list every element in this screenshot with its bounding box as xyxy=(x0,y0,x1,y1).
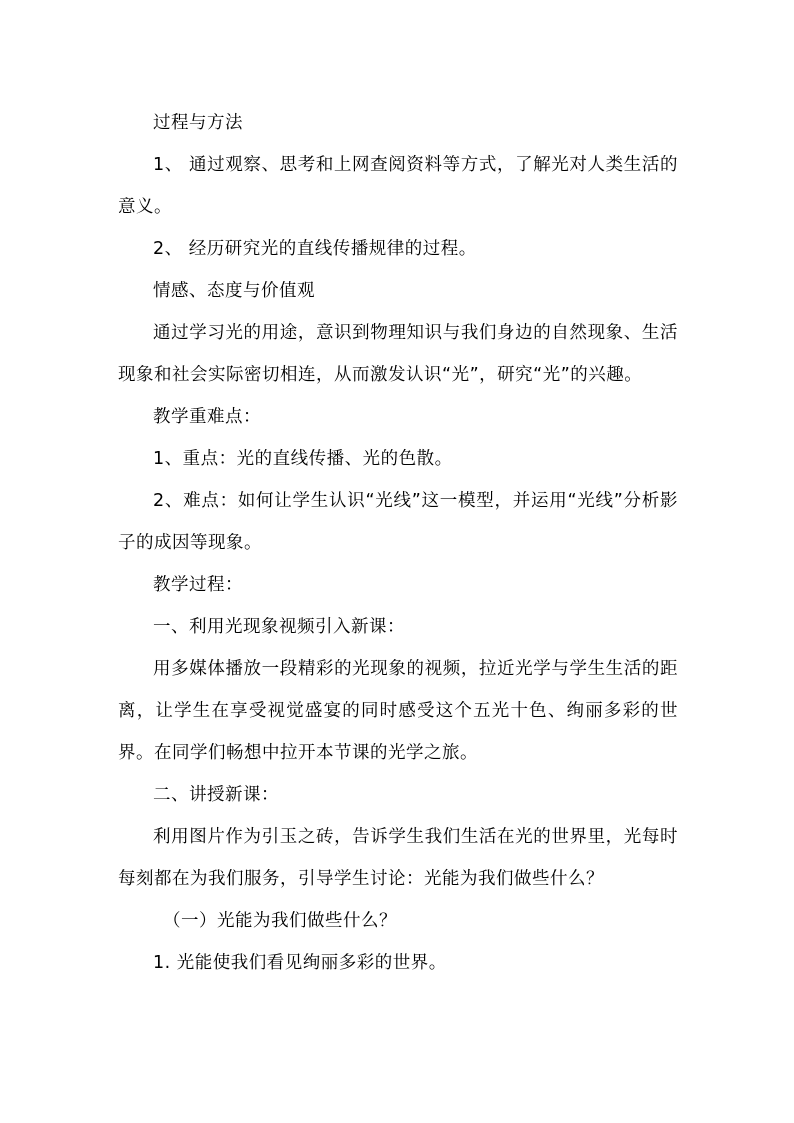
section-two-title: 二、讲授新课： xyxy=(153,785,279,805)
list-item-2: 2、 经历研究光的直线传播规律的过程。 xyxy=(153,239,477,259)
heading-emotion-values: 情感、态度与价值观 xyxy=(153,281,315,301)
section-one-title: 一、利用光现象视频引入新课： xyxy=(153,617,405,637)
subsection-title: （一）光能为我们做些什么？ xyxy=(163,911,397,931)
difficult-point-item: 2、难点：如何让学生认识“光线”这一模型，并运用“光线”分析影子的成因等现象。 xyxy=(118,491,678,553)
heading-teaching-process: 教学过程： xyxy=(153,575,243,595)
key-point-item: 1、重点：光的直线传播、光的色散。 xyxy=(153,449,453,469)
subsection-item-1: 1. 光能使我们看见绚丽多彩的世界。 xyxy=(153,953,447,973)
list-item-1: 1、 通过观察、思考和上网查阅资料等方式，了解光对人类生活的意义。 xyxy=(118,155,678,217)
heading-process-methods: 过程与方法 xyxy=(153,113,243,133)
section-one-paragraph: 用多媒体播放一段精彩的光现象的视频，拉近光学与学生生活的距离，让学生在享受视觉盛宴的同时感受这个五光十色、绚丽多彩的世界。在同学们畅想中拉开本节课的光学之旅。 xyxy=(118,659,678,763)
document-body xyxy=(118,102,678,984)
section-two-paragraph: 利用图片作为引玉之砖，告诉学生我们生活在光的世界里，光每时每刻都在为我们服务，引导学生讨论：光能为我们做些什么？ xyxy=(118,827,678,889)
heading-key-points: 教学重难点： xyxy=(153,407,261,427)
paragraph-emotion-values: 通过学习光的用途，意识到物理知识与我们身边的自然现象、生活现象和社会实际密切相连，从而激发认识“光”，研究“光”的兴趣。 xyxy=(118,323,678,385)
